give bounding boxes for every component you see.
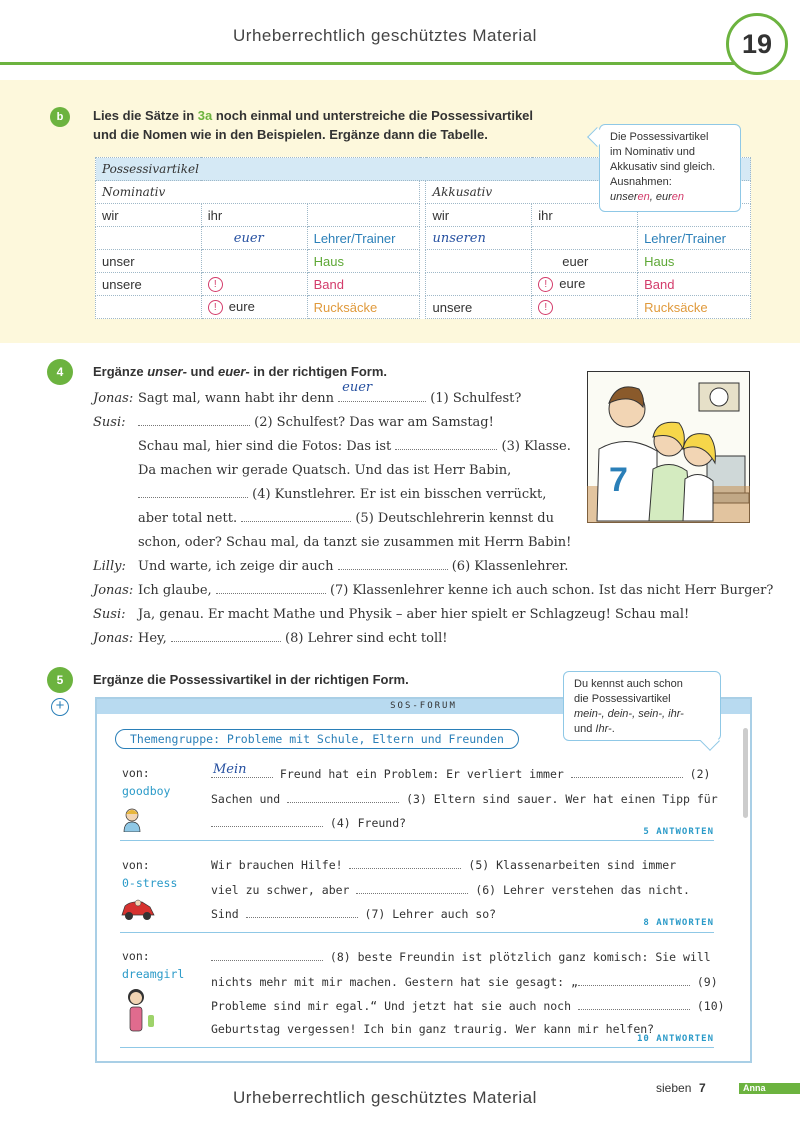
akk-wir-3[interactable] [426, 273, 532, 296]
forum-blank-6[interactable] [356, 882, 468, 894]
instruction-text: und die Nomen wie in den Beispielen. Ergänze dann die Tabelle. [93, 127, 488, 142]
post-line: nichts mehr mit mir machen. Gestern hat sie gesagt: „ (9) [211, 975, 718, 989]
post-line: Geburtstag vergessen! Ich bin ganz traurig. Wer kann mir helfen? [211, 1022, 655, 1036]
nom-wir-1[interactable] [96, 227, 202, 250]
nom-wir-2: unser [96, 250, 202, 273]
col-ihr: ihr [201, 204, 307, 227]
post-username[interactable]: dreamgirl [122, 967, 185, 981]
handwritten-answer: euer [233, 231, 264, 246]
copyright-watermark-top: Urheberrechtlich geschütztes Material [233, 26, 537, 45]
akk-ihr-3 [532, 273, 638, 296]
noun-rucksaecke: Rucksäcke [638, 296, 751, 319]
handwritten-answer: unseren [432, 231, 486, 246]
post-divider [120, 1047, 714, 1048]
forum-title-bar: SOS-FORUM [97, 699, 750, 714]
callout-possessivartikel [563, 671, 721, 741]
page-number: 19 [726, 13, 788, 75]
post-divider [120, 840, 714, 841]
warning-icon: ! [208, 300, 223, 315]
copyright-watermark-bottom: Urheberrechtlich geschütztes Material [233, 1088, 537, 1107]
instruction-ref: 3a [197, 108, 213, 123]
dialogue-line: Schau mal, hier sind die Fotos: Das ist (3) Klasse. [138, 435, 571, 459]
nom-ihr-1[interactable] [201, 227, 307, 250]
akk-ihr-1[interactable] [532, 227, 638, 250]
col-noun [307, 204, 420, 227]
instruction-text: noch einmal und unterstreiche die Possessivartikel [212, 108, 534, 123]
dialogue-line: schon, oder? Schau mal, da tanzt sie zusammen mit Herrn Babin! [138, 535, 572, 550]
post-line: viel zu schwer, aber (6) Lehrer verstehen das nicht. [211, 883, 690, 897]
dreamgirl-avatar [122, 987, 158, 1035]
warning-icon: ! [538, 300, 553, 315]
callout-line: die Possessivartikel [574, 693, 671, 705]
post-line: Sachen und (3) Eltern sind sauer. Wer hat einen Tipp für [211, 792, 718, 806]
post-line: Wir brauchen Hilfe! (5) Klassenarbeiten sind immer [211, 858, 677, 872]
speaker: Susi: [93, 415, 126, 430]
dialogue-line: (4) Kunstlehrer. Er ist ein bisschen verrückt, [138, 483, 546, 507]
nom-ihr-4 [201, 296, 307, 319]
callout-line: Akkusativ sind gleich. [610, 161, 716, 173]
speaker: Jonas: [93, 631, 134, 646]
answers-count[interactable]: 8 ANTWORTEN [643, 918, 714, 928]
forum-blank-5[interactable] [349, 857, 461, 869]
post-line: Probleme sind mir egal.“ Und jetzt hat sie auch noch (10) [211, 999, 725, 1013]
exercise-4-badge: 4 [47, 359, 73, 385]
speaker: Jonas: [93, 391, 134, 406]
forum-blank-3[interactable] [287, 791, 399, 803]
dialogue-line: aber total nett. (5) Deutschlehrerin kennst du [138, 507, 554, 531]
post-divider [120, 932, 714, 933]
post-von-label: von: [122, 858, 150, 872]
post-line: (4) Freund? [211, 815, 406, 830]
post-von-label: von: [122, 949, 150, 963]
instruction-text: Lies die Sätze in [93, 108, 198, 123]
forum-blank-10[interactable] [578, 998, 690, 1010]
blank-8[interactable] [171, 628, 281, 642]
exercise-5-instruction: Ergänze die Possessivartikel in der richtigen Form. [93, 672, 409, 687]
header-akkusativ: Akkusativ [426, 181, 751, 204]
cell-text: eure [228, 298, 255, 314]
exercise-4-instruction: Ergänze unser- und euer- in der richtigen Form. [93, 364, 388, 379]
akk-wir-4: unsere [426, 296, 532, 319]
post-username[interactable]: 0-stress [122, 876, 178, 890]
answers-count[interactable]: 5 ANTWORTEN [643, 827, 714, 837]
forum-group-label[interactable]: Themengruppe: Probleme mit Schule, Eltern und Freunden [115, 729, 519, 749]
warning-icon: ! [538, 277, 553, 292]
exercise-b-badge: b [50, 107, 70, 127]
noun-lehrer: Lehrer/Trainer [307, 227, 420, 250]
dialogue-line: (2) Schulfest? Das war am Samstag! [138, 411, 494, 435]
callout-line: und Ihr-. [574, 723, 615, 735]
header-nominativ: Nominativ [96, 181, 420, 204]
noun-rucksaecke: Rucksäcke [307, 296, 420, 319]
goodboy-avatar [121, 806, 143, 832]
speaker: Jonas: [93, 583, 134, 598]
nom-ihr-3[interactable] [201, 273, 307, 296]
col-ihr: ihr [532, 204, 638, 227]
forum-scrollbar[interactable] [743, 728, 748, 818]
answers-count[interactable]: 10 ANTWORTEN [636, 1034, 714, 1044]
speaker: Susi: [93, 607, 126, 622]
akk-wir-1[interactable] [426, 227, 532, 250]
post-line: Sind (7) Lehrer auch so? [211, 907, 497, 921]
akk-ihr-4[interactable] [532, 296, 638, 319]
nom-wir-3: unsere [96, 273, 202, 296]
post-line: (8) beste Freundin ist plötzlich ganz komisch: Sie will [211, 949, 711, 964]
blank-6[interactable] [338, 556, 448, 570]
callout-ausnahmen [599, 124, 741, 212]
car-avatar [120, 897, 156, 921]
post-line: Mein Freund hat ein Problem: Er verliert immer (2) [213, 762, 711, 781]
callout-line: mein-, dein-, sein-, ihr- [574, 708, 684, 720]
akk-wir-2[interactable] [426, 250, 532, 273]
warning-icon: ! [208, 277, 223, 292]
post-username[interactable]: goodboy [122, 784, 171, 798]
exercise-b-instruction [93, 106, 613, 144]
noun-band: Band [307, 273, 420, 296]
forum-blank-4[interactable] [211, 815, 323, 827]
callout-line: Ausnahmen: [610, 176, 672, 188]
blank-3[interactable] [395, 436, 497, 450]
table-title: Possessivartikel [96, 158, 751, 181]
blank-4[interactable] [138, 484, 248, 498]
callout-line: Die Possessivartikel [610, 131, 709, 143]
callout-line: unseren, euren [610, 191, 685, 203]
svg-text:7: 7 [609, 461, 628, 499]
nom-ihr-2[interactable] [201, 250, 307, 273]
callout-line: im Nominativ und [610, 146, 695, 158]
dialogue-line: Hey, (8) Lehrer sind echt toll! [138, 627, 448, 651]
forum-blank-1[interactable]: Mein [211, 766, 273, 778]
callout-line: Du kennst auch schon [574, 678, 683, 690]
noun-haus: Haus [307, 250, 420, 273]
header-rule [0, 62, 740, 65]
page-num-footer: 7 [699, 1081, 706, 1095]
footer-tag: Anna [739, 1083, 800, 1094]
nom-wir-4[interactable] [96, 296, 202, 319]
akk-ihr-2: euer [532, 250, 638, 273]
speaker: Lilly: [93, 559, 126, 574]
dialogue-line: Ich glaube, (7) Klassenlehrer kenne ich auch schon. Ist das nicht Herr Burger? [138, 579, 773, 603]
cell-text: eure [559, 275, 586, 291]
blank-7[interactable] [216, 580, 326, 594]
col-wir: wir [426, 204, 532, 227]
forum-blank-8[interactable] [211, 949, 323, 961]
dialogue-line: Und warte, ich zeige dir auch (6) Klassenlehrer. [138, 555, 568, 579]
forum-blank-7[interactable] [246, 906, 358, 918]
forum-blank-2[interactable] [571, 766, 683, 778]
forum-blank-9[interactable] [578, 974, 690, 986]
dialogue-line: Ja, genau. Er macht Mathe und Physik – aber hier spielt er Schlagzeug! Schau mal! [138, 607, 690, 622]
dialogue-line: Sagt mal, wann habt ihr denn euer (1) Schulfest? [138, 380, 522, 406]
col-wir: wir [96, 204, 202, 227]
exercise-5-badge: 5 [47, 667, 73, 693]
post-von-label: von: [122, 766, 150, 780]
noun-lehrer: Lehrer/Trainer [638, 227, 751, 250]
dialogue-line: Da machen wir gerade Quatsch. Und das ist Herr Babin, [138, 463, 512, 478]
page-word: sieben [656, 1081, 692, 1095]
blank-1[interactable]: euer [338, 388, 426, 402]
blank-2[interactable] [138, 412, 250, 426]
plus-icon[interactable]: + [51, 698, 69, 716]
noun-band: Band [638, 273, 751, 296]
noun-haus: Haus [638, 250, 751, 273]
blank-5[interactable] [241, 508, 351, 522]
students-illustration [587, 371, 750, 523]
